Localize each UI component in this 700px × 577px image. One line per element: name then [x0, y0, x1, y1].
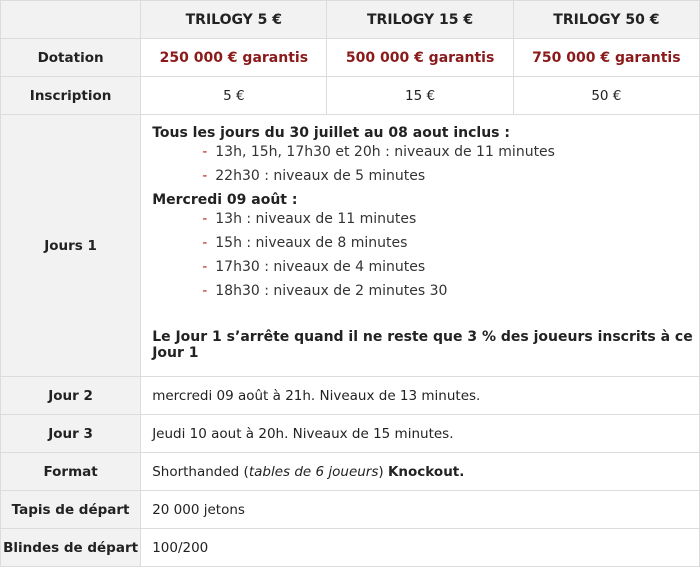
jour3-value: Jeudi 10 aout à 20h. Niveaux de 15 minutes. — [141, 415, 700, 453]
list-item: - 17h30 : niveaux de 4 minutes — [202, 259, 426, 275]
blindes-value: 100/200 — [141, 529, 700, 567]
dash-icon: - — [202, 259, 208, 275]
dash-icon: - — [202, 283, 208, 299]
tapis-value: 20 000 jetons — [141, 491, 700, 529]
inscription-15: 15 € — [327, 77, 513, 115]
dotation-5: 250 000 € garantis — [141, 39, 327, 77]
list-item: - 13h, 15h, 17h30 et 20h : niveaux de 11 minutes — [202, 144, 555, 160]
label-tapis: Tapis de départ — [1, 491, 141, 529]
jours1-heading-1: Tous les jours du 30 juillet au 08 aout inclus : — [152, 125, 510, 141]
header-trilogy-5: TRILOGY 5 € — [141, 1, 327, 39]
row-format — [1, 453, 700, 491]
jours1-content — [141, 115, 700, 377]
header-row — [1, 1, 700, 39]
list-item: - 22h30 : niveaux de 5 minutes — [202, 168, 426, 184]
header-trilogy-50: TRILOGY 50 € — [513, 1, 699, 39]
row-blindes — [1, 529, 700, 567]
jours1-list-2 — [152, 211, 699, 299]
jours1-list-1 — [152, 144, 699, 184]
inscription-5: 5 € — [141, 77, 327, 115]
row-jour2 — [1, 377, 700, 415]
list-item: - 13h : niveaux de 11 minutes — [202, 211, 417, 227]
row-tapis — [1, 491, 700, 529]
dotation-50: 750 000 € garantis — [513, 39, 699, 77]
label-dotation: Dotation — [1, 39, 141, 77]
label-jour3: Jour 3 — [1, 415, 141, 453]
dash-icon: - — [202, 168, 208, 184]
label-format: Format — [1, 453, 141, 491]
jour2-value: mercredi 09 août à 21h. Niveaux de 13 minutes. — [141, 377, 700, 415]
header-trilogy-15: TRILOGY 15 € — [327, 1, 513, 39]
format-value: Shorthanded (tables de 6 joueurs) Knockout. — [141, 453, 700, 491]
row-dotation — [1, 39, 700, 77]
row-jours1 — [1, 115, 700, 377]
label-jour2: Jour 2 — [1, 377, 141, 415]
dotation-15: 500 000 € garantis — [327, 39, 513, 77]
dash-icon: - — [202, 211, 208, 227]
label-jours1: Jours 1 — [1, 115, 141, 377]
label-inscription: Inscription — [1, 77, 141, 115]
jours1-note: Le Jour 1 s’arrête quand il ne reste que 3 % des joueurs inscrits à ce Jour 1 — [152, 329, 693, 361]
row-inscription — [1, 77, 700, 115]
inscription-50: 50 € — [513, 77, 699, 115]
row-jour3 — [1, 415, 700, 453]
list-item: - 15h : niveaux de 8 minutes — [202, 235, 408, 251]
dash-icon: - — [202, 235, 208, 251]
jours1-heading-2: Mercredi 09 août : — [152, 192, 298, 208]
label-blindes: Blindes de départ — [1, 529, 141, 567]
dash-icon: - — [202, 144, 208, 160]
header-blank — [1, 1, 141, 39]
list-item: - 18h30 : niveaux de 2 minutes 30 — [202, 283, 448, 299]
